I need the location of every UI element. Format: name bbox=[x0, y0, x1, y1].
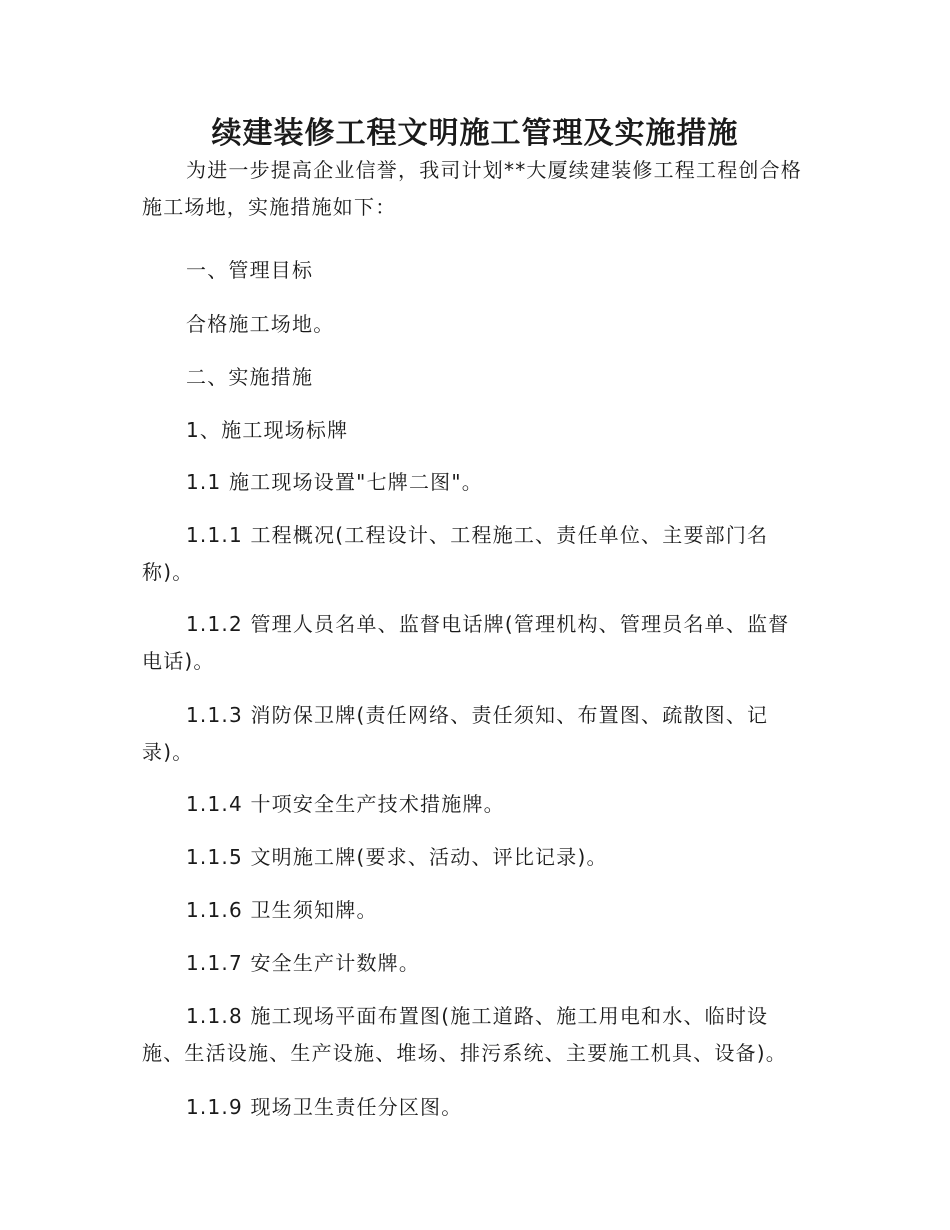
item-1-1: 1.1 施工现场设置"七牌二图"。 bbox=[186, 470, 483, 494]
item-1-1-4: 1.1.4 十项安全生产技术措施牌。 bbox=[186, 792, 505, 816]
intro-paragraph: 为进一步提高企业信誉，我司计划**大厦续建装修工程工程创合格施工场地，实施措施如下： bbox=[142, 158, 802, 219]
item-1-1-5: 1.1.5 文明施工牌(要求、活动、评比记录)。 bbox=[186, 845, 608, 869]
item-1-1-2: 1.1.2 管理人员名单、监督电话牌(管理机构、管理员名单、监督电话)。 bbox=[142, 612, 790, 673]
document-title: 续建装修工程文明施工管理及实施措施 bbox=[211, 116, 739, 151]
item-1-1-9: 1.1.9 现场卫生责任分区图。 bbox=[186, 1095, 463, 1119]
item-1-1-1: 1.1.1 工程概况(工程设计、工程施工、责任单位、主要部门名称)。 bbox=[142, 523, 769, 584]
section-heading-goal: 一、管理目标 bbox=[186, 258, 314, 282]
item-1-1-7: 1.1.7 安全生产计数牌。 bbox=[186, 951, 421, 975]
subsection-heading-signboards: 1、施工现场标牌 bbox=[186, 418, 349, 442]
item-1-1-6: 1.1.6 卫生须知牌。 bbox=[186, 898, 378, 922]
goal-paragraph: 合格施工场地。 bbox=[186, 312, 335, 336]
section-heading-measures: 二、实施措施 bbox=[186, 365, 314, 389]
item-1-1-3: 1.1.3 消防保卫牌(责任网络、责任须知、布置图、疏散图、记录)。 bbox=[142, 703, 769, 764]
item-1-1-8: 1.1.8 施工现场平面布置图(施工道路、施工用电和水、临时设施、生活设施、生产设施、堆场、排污系统、主要施工机具、设备)。 bbox=[142, 1004, 788, 1065]
